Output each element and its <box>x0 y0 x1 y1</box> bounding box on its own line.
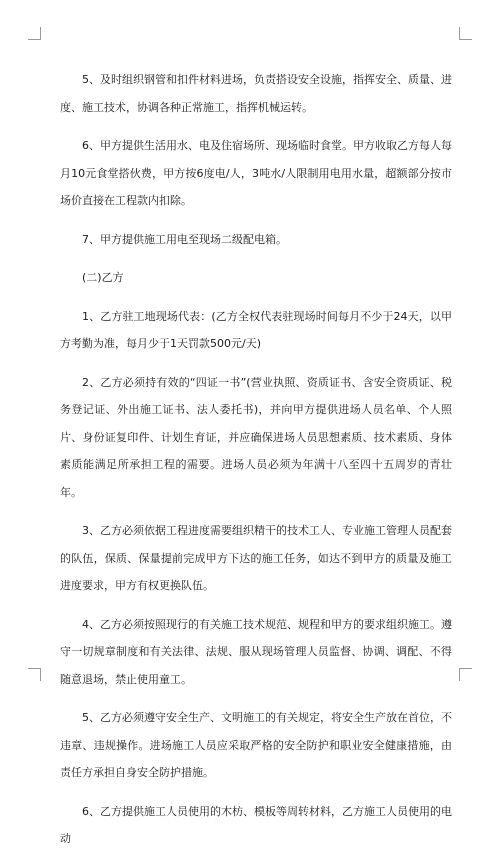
crop-mark-bottom-right <box>459 668 472 681</box>
clause-paragraph: 3、乙方必须依据工程进度需要组织精干的技术工人、专业施工管理人员配套的队伍，保质、保量提前完成甲方下达的施工任务，如达不到甲方的质量及施工进度要求，甲方有权更换队伍。 <box>60 524 452 592</box>
clause-paragraph: 2、乙方必须持有效的“四证一书”(营业执照、资质证书、含安全资质证、税务登记证、外出施工证书、法人委托书)，并向甲方提供进场人员名单、个人照片、身份证复印件、计划生育证，并应确保进场人员思想素质、技术素质、身体素质能满足所承担工程的需要。进场人员必须为年满十八至四十五周岁的青壮年。 <box>60 375 452 499</box>
clause-paragraph: 1、乙方驻工地现场代表：(乙方全权代表驻现场时间每月不少于24天，以甲方考勤为准，每月少于1天罚款500元/天) <box>60 309 452 350</box>
clause-paragraph: 5、乙方必须遵守安全生产、文明施工的有关规定，将安全生产放在首位，不违章、违规操作。进场施工人员应采取严格的安全防护和职业安全健康措施，由责任方承担自身安全防护措施。 <box>60 711 452 779</box>
clause-paragraph: 6、乙方提供施工人员使用的木枋、模板等周转材料，乙方施工人员使用的电动 <box>60 804 452 845</box>
clause-paragraph: 4、乙方必须按照现行的有关施工技术规范、规程和甲方的要求组织施工。遵守一切规章制度和有关法律、法规、服从现场管理人员监督、协调、调配、不得随意退场，禁止使用童工。 <box>60 617 452 686</box>
crop-mark-top-left <box>28 27 41 40</box>
clause-paragraph: 6、甲方提供生活用水、电及住宿场所、现场临时食堂。甲方收取乙方每人每月10元食堂搭伙费，甲方按6度电/人，3吨水/人限制用电用水量，超额部分按市场价直接在工程款内扣除。 <box>60 139 452 207</box>
section-heading: (二)乙方 <box>82 271 124 284</box>
crop-mark-bottom-left <box>28 668 41 681</box>
crop-mark-top-right <box>459 27 472 40</box>
document-body <box>60 66 452 864</box>
clause-paragraph: 7、甲方提供施工用电至现场二级配电箱。 <box>82 232 287 246</box>
clause-paragraph: 5、及时组织钢管和扣件材料进场，负责搭设安全设施，指挥安全、质量、进度、施工技术，协调各种正常施工，指挥机械运转。 <box>60 73 452 114</box>
